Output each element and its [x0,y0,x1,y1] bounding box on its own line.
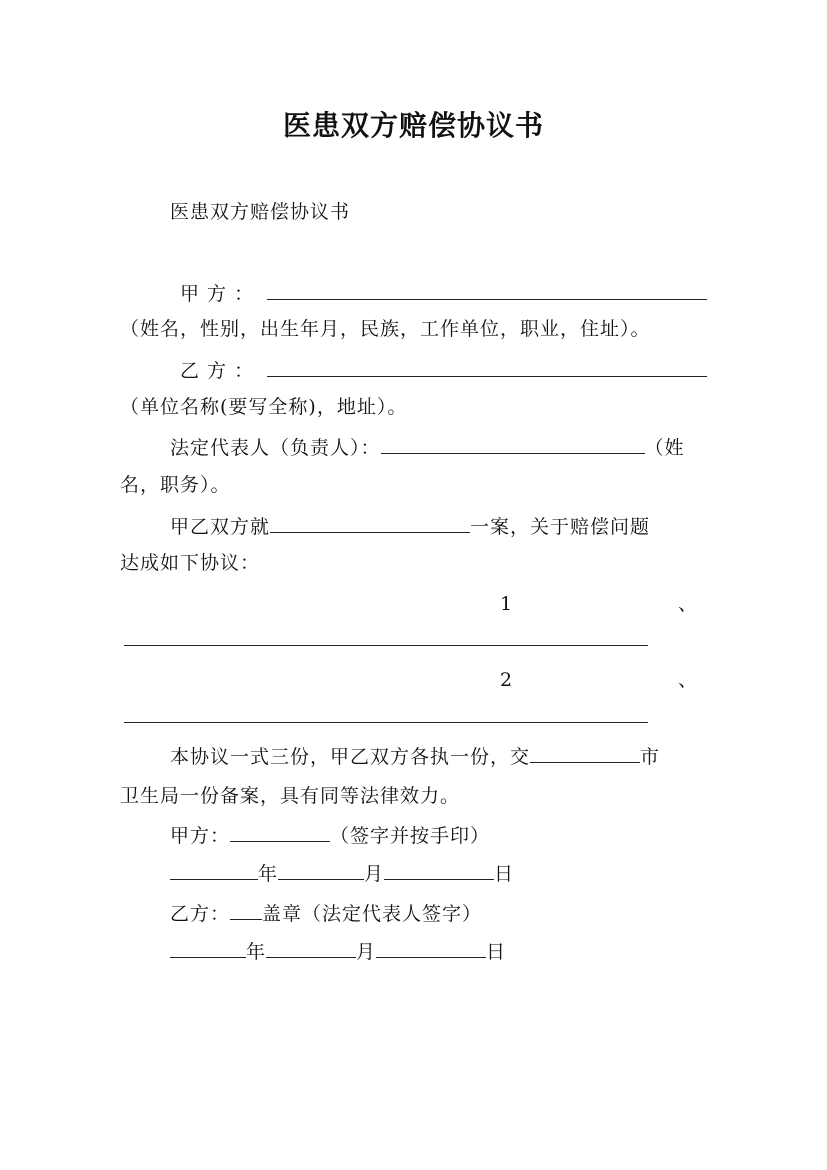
sign-b-month-blank[interactable] [266,938,356,958]
sign-b-blank[interactable] [230,900,262,920]
month-label: 月 [356,941,377,963]
sign-a-label: 甲方： [170,825,231,847]
sign-b-date-row [170,938,506,964]
copies-row [170,743,660,769]
copies-cont: 卫生局一份备案，具有同等法律效力。 [120,785,461,807]
sign-a-blank[interactable] [230,822,330,842]
year-label: 年 [258,863,279,885]
party-a-label: 甲 方 ： [180,283,255,305]
legal-rep-cont: 名，职务）。 [120,474,231,496]
item-1-blank[interactable] [124,645,648,646]
sign-a-year-blank[interactable] [170,860,258,880]
day-label: 日 [494,863,515,885]
party-a-note: （姓名，性别，出生年月，民族，工作单位，职业，住址）。 [120,318,651,340]
sign-a-day-blank[interactable] [384,860,494,880]
sign-b-note: 盖章（法定代表人签字） [262,903,483,925]
item-2-blank[interactable] [124,722,648,723]
sign-a-month-blank[interactable] [278,860,364,880]
document-title: 医患双方赔偿协议书 [282,109,544,142]
legal-rep-suffix: （姓 [644,437,685,459]
sign-b-row [170,900,482,926]
party-b-note: （单位名称(要写全称)，地址）。 [120,396,408,418]
sign-b-label: 乙方： [170,903,231,925]
party-b-row [180,357,707,383]
legal-rep-label: 法定代表人（负责人）： [170,437,381,459]
sign-a-row [170,822,490,848]
sign-b-day-blank[interactable] [376,938,486,958]
case-suffix: 一案，关于赔偿问题 [470,516,651,538]
case-cont: 达成如下协议： [120,552,261,574]
case-prefix: 甲乙双方就 [170,516,271,538]
item-1-number: 1 [500,593,514,615]
case-row [170,513,650,539]
party-a-blank[interactable] [267,280,707,300]
party-b-label: 乙 方 ： [180,360,255,382]
legal-rep-row [170,434,685,460]
sign-b-year-blank[interactable] [170,938,246,958]
copies-city-blank[interactable] [530,743,640,763]
day-label: 日 [486,941,507,963]
party-a-row [180,280,707,306]
year-label: 年 [246,941,267,963]
month-label: 月 [364,863,385,885]
item-2-mark: 、 [678,669,699,691]
legal-rep-blank[interactable] [381,434,645,454]
party-b-blank[interactable] [267,357,707,377]
sign-a-date-row [170,860,514,886]
copies-prefix: 本协议一式三份，甲乙双方各执一份，交 [170,746,531,768]
item-1-mark: 、 [678,593,699,615]
copies-suffix: 市 [640,746,661,768]
case-blank[interactable] [270,513,470,533]
item-2-number: 2 [500,669,514,691]
document-subtitle: 医患双方赔偿协议书 [170,201,351,223]
sign-a-note: （签字并按手印） [330,825,491,847]
